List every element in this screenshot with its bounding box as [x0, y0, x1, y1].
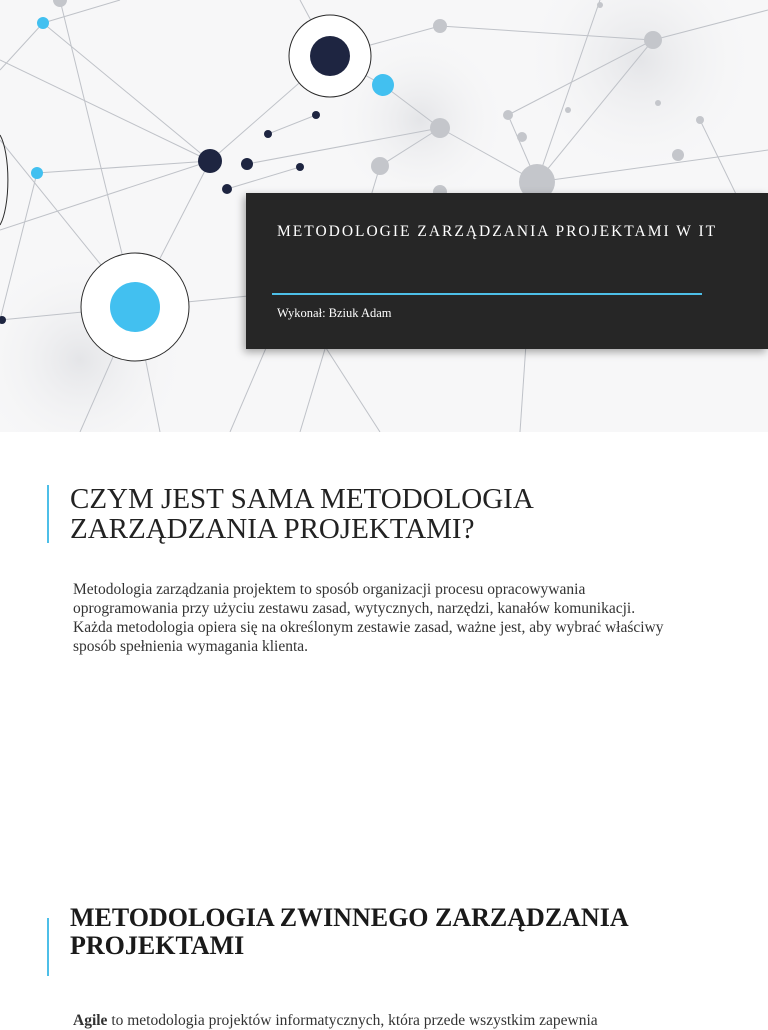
heading-accent-bar [47, 918, 49, 976]
slide-body-text: Metodologia zarządzania projektem to sposób organizacji procesu opracowywania oprogramowania przy użyciu zestawu zasad, wytycznych, narzędzi, kanałów komunikacji. Każda metodologia opiera się na określonym zestawie zasad, ważne jest, aby wybrać właściwy sposób spełnienia wymagania klienta. [73, 581, 664, 655]
slide-heading: METODOLOGIA ZWINNEGO ZARZĄDZANIA PROJEKTAMI [70, 903, 628, 960]
agile-description: to metodologia projektów informatycznych, która przede wszystkim zapewnia [107, 1012, 598, 1029]
agile-term: Agile [73, 1012, 108, 1029]
author-line: Wykonał: Bziuk Adam [277, 306, 392, 320]
slide-methodology-definition [0, 432, 768, 864]
heading-accent-bar [47, 485, 49, 543]
title-slide [0, 0, 768, 432]
slide-agile-methodology [0, 864, 768, 1029]
presentation-title: METODOLOGIE ZARZĄDZANIA PROJEKTAMI W IT [277, 223, 718, 240]
title-panel [246, 193, 768, 349]
slide-body-text [73, 1011, 713, 1030]
slide-heading: CZYM JEST SAMA METODOLOGIA ZARZĄDZANIA PROJEKTAMI? [70, 483, 533, 545]
title-divider [272, 293, 702, 295]
